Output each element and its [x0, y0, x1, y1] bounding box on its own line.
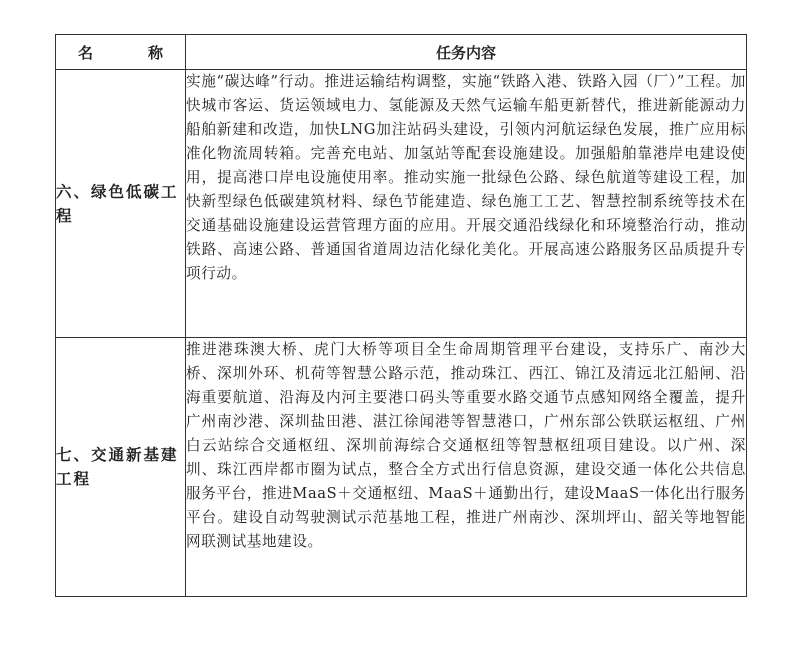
task-content-cell: 推进港珠澳大桥、虎门大桥等项目全生命周期管理平台建设，支持乐广、南沙大桥、深圳外环、机荷等智慧公路示范，推动珠江、西江、锦江及清远北江船闸、沿海重要航道、沿海及内河主要港口码头等重要水路交通节点感知网络全覆盖，提升广州南沙港、深圳盐田港、湛江徐闻港等智慧港口，广州东部公铁联运枢纽、广州白云站综合交通枢纽、深圳前海综合交通枢纽等智慧枢纽项目建设。以广州、深圳、珠江西岸都市圈为试点，整合全方式出行信息资源，建设交通一体化公共信息服务平台，推进MaaS＋交通枢纽、MaaS＋通勤出行，建设MaaS一体化出行服务平台。建设自动驾驶测试示范基地工程，推进广州南沙、深圳坪山、韶关等地智能网联测试基地建设。 [186, 338, 747, 597]
header-row [56, 35, 747, 70]
header-name: 名 称 [56, 35, 186, 70]
task-table [55, 34, 747, 597]
table-row [56, 338, 747, 597]
table-row [56, 70, 747, 338]
header-content: 任务内容 [186, 35, 747, 70]
project-name-cell: 七、交通新基建工程 [56, 338, 186, 597]
task-content-cell: 实施“碳达峰”行动。推进运输结构调整，实施“铁路入港、铁路入园（厂）”工程。加快城市客运、货运领域电力、氢能源及天然气运输车船更新替代，推进新能源动力船舶新建和改造，加快LNG加注站码头建设，引领内河航运绿色发展，推广应用标准化物流周转箱。完善充电站、加氢站等配套设施建设。加强船舶靠港岸电建设使用，提高港口岸电设施使用率。推动实施一批绿色公路、绿色航道等建设工程，加快新型绿色低碳建筑材料、绿色节能建造、绿色施工工艺、智慧控制系统等技术在交通基础设施建设运营管理方面的应用。开展交通沿线绿化和环境整治行动，推动铁路、高速公路、普通国省道周边洁化绿化美化。开展高速公路服务区品质提升专项行动。 [186, 70, 747, 338]
project-name-cell: 六、绿色低碳工程 [56, 70, 186, 338]
